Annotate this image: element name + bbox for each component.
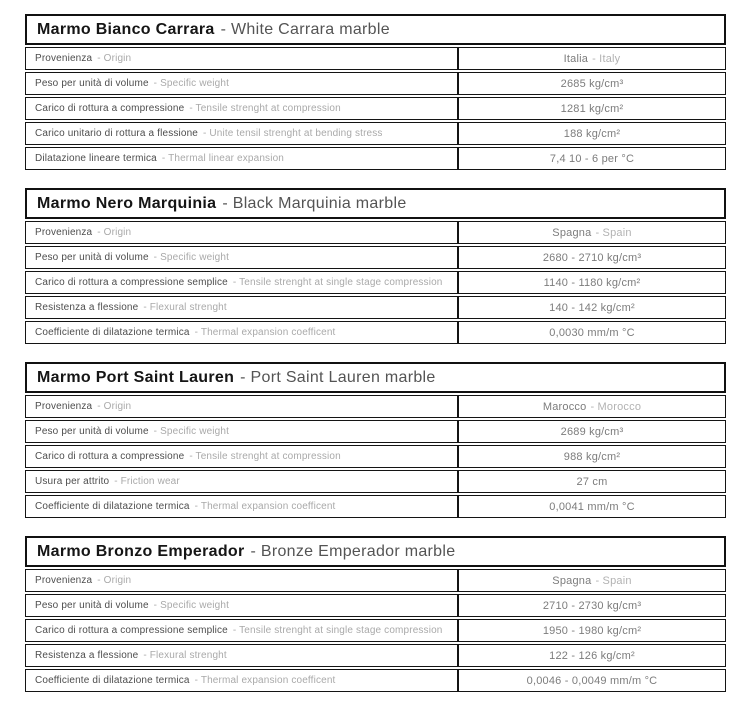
row-value-cell	[457, 297, 725, 318]
table-title-italian: Marmo Bianco Carrara	[37, 20, 215, 38]
row-value-secondary: - Spain	[595, 226, 632, 239]
row-label-english: - Origin	[97, 227, 132, 238]
row-value-cell	[457, 148, 725, 169]
row-label-italian: Peso per unità di volume	[35, 600, 149, 611]
row-label-cell	[26, 496, 457, 517]
row-value-cell	[457, 73, 725, 94]
spec-table	[25, 14, 726, 170]
row-label-cell	[26, 595, 457, 616]
row-label-italian: Carico di rottura a compressione semplice	[35, 277, 228, 288]
row-value-cell	[457, 471, 725, 492]
table-row	[25, 122, 726, 145]
row-value: 2689 kg/cm³	[560, 425, 624, 438]
row-value-secondary: - Italy	[592, 52, 621, 65]
row-label-english: - Thermal expansion coefficent	[194, 327, 336, 338]
row-label-english: - Friction wear	[114, 476, 180, 487]
table-row	[25, 296, 726, 319]
row-label-english: - Thermal expansion coefficent	[194, 501, 336, 512]
row-label-english: - Origin	[97, 401, 132, 412]
row-value: 188 kg/cm²	[563, 127, 621, 140]
row-label-english: - Tensile strenght at compression	[189, 451, 341, 462]
table-row	[25, 445, 726, 468]
table-title-italian: Marmo Bronzo Emperador	[37, 542, 245, 560]
row-label-english: - Unite tensil strenght at bending stress	[203, 128, 383, 139]
row-value: Italia	[563, 52, 589, 65]
row-label-cell	[26, 620, 457, 641]
row-value-secondary: - Spain	[595, 574, 632, 587]
table-row	[25, 221, 726, 244]
row-label-english: - Specific weight	[153, 78, 230, 89]
row-label-english: - Thermal linear expansion	[161, 153, 284, 164]
row-label-italian: Carico unitario di rottura a flessione	[35, 128, 198, 139]
row-label-italian: Coefficiente di dilatazione termica	[35, 675, 190, 686]
row-label-italian: Carico di rottura a compressione	[35, 103, 185, 114]
row-label-cell	[26, 98, 457, 119]
marble-spec-sheet	[25, 14, 726, 692]
row-label-cell	[26, 471, 457, 492]
row-value: 27 cm	[576, 475, 608, 488]
row-value: 2680 - 2710 kg/cm³	[542, 251, 642, 264]
table-row	[25, 420, 726, 443]
row-label-italian: Dilatazione lineare termica	[35, 153, 157, 164]
row-value-secondary: - Morocco	[590, 400, 642, 413]
table-row	[25, 569, 726, 592]
row-label-cell	[26, 322, 457, 343]
row-label-italian: Carico di rottura a compressione semplice	[35, 625, 228, 636]
row-label-italian: Resistenza a flessione	[35, 650, 139, 661]
row-value: 0,0046 - 0,0049 mm/m °C	[526, 674, 658, 687]
table-row	[25, 495, 726, 518]
row-value-cell	[457, 421, 725, 442]
row-value: Marocco	[542, 400, 587, 413]
row-label-italian: Peso per unità di volume	[35, 252, 149, 263]
row-label-cell	[26, 73, 457, 94]
spec-table	[25, 536, 726, 692]
row-label-cell	[26, 148, 457, 169]
table-title-english: - White Carrara marble	[220, 20, 390, 38]
row-value-cell	[457, 247, 725, 268]
table-title-italian: Marmo Port Saint Lauren	[37, 368, 235, 386]
row-label-english: - Specific weight	[153, 252, 230, 263]
row-label-english: - Tensile strenght at compression	[189, 103, 341, 114]
row-value-cell	[457, 48, 725, 69]
table-row	[25, 321, 726, 344]
table-row	[25, 147, 726, 170]
row-value-cell	[457, 98, 725, 119]
table-row	[25, 619, 726, 642]
row-label-english: - Flexural strenght	[143, 302, 227, 313]
row-label-cell	[26, 570, 457, 591]
row-label-english: - Origin	[97, 575, 132, 586]
table-row	[25, 470, 726, 493]
row-label-italian: Usura per attrito	[35, 476, 110, 487]
row-label-italian: Peso per unità di volume	[35, 426, 149, 437]
row-label-italian: Provenienza	[35, 401, 93, 412]
row-label-cell	[26, 48, 457, 69]
row-value-cell	[457, 595, 725, 616]
row-value: 0,0030 mm/m °C	[549, 326, 635, 339]
table-row	[25, 246, 726, 269]
row-label-italian: Provenienza	[35, 227, 93, 238]
row-value-cell	[457, 322, 725, 343]
row-label-italian: Provenienza	[35, 575, 93, 586]
row-value: 988 kg/cm²	[563, 450, 621, 463]
row-label-english: - Flexural strenght	[143, 650, 227, 661]
row-value-cell	[457, 670, 725, 691]
row-value-cell	[457, 396, 725, 417]
row-value: 7,4 10 - 6 per °C	[549, 152, 635, 165]
table-row	[25, 594, 726, 617]
row-label-cell	[26, 645, 457, 666]
table-title-bar	[25, 14, 726, 45]
row-value: 122 - 126 kg/cm²	[549, 649, 635, 662]
row-value: 0,0041 mm/m °C	[549, 500, 635, 513]
row-label-cell	[26, 297, 457, 318]
row-value-cell	[457, 496, 725, 517]
row-label-english: - Tensile strenght at single stage compression	[232, 277, 443, 288]
row-value: 140 - 142 kg/cm²	[549, 301, 635, 314]
table-title-bar	[25, 362, 726, 393]
table-row	[25, 644, 726, 667]
row-value-cell	[457, 570, 725, 591]
row-value-cell	[457, 620, 725, 641]
row-label-italian: Provenienza	[35, 53, 93, 64]
table-row	[25, 72, 726, 95]
table-row	[25, 97, 726, 120]
table-row	[25, 395, 726, 418]
row-label-italian: Peso per unità di volume	[35, 78, 149, 89]
row-label-english: - Tensile strenght at single stage compression	[232, 625, 443, 636]
row-value-cell	[457, 446, 725, 467]
row-value: 2710 - 2730 kg/cm³	[542, 599, 642, 612]
table-row	[25, 47, 726, 70]
row-value-cell	[457, 123, 725, 144]
row-value: 1281 kg/cm²	[560, 102, 624, 115]
spec-table	[25, 188, 726, 344]
table-title-english: - Black Marquinia marble	[222, 194, 407, 212]
row-label-italian: Carico di rottura a compressione	[35, 451, 185, 462]
row-label-english: - Specific weight	[153, 426, 230, 437]
row-label-cell	[26, 272, 457, 293]
row-label-italian: Coefficiente di dilatazione termica	[35, 327, 190, 338]
row-label-english: - Specific weight	[153, 600, 230, 611]
row-value-cell	[457, 272, 725, 293]
table-title-italian: Marmo Nero Marquinia	[37, 194, 217, 212]
table-title-english: - Bronze Emperador marble	[250, 542, 456, 560]
row-value-cell	[457, 222, 725, 243]
row-value: 1950 - 1980 kg/cm²	[542, 624, 642, 637]
row-label-cell	[26, 123, 457, 144]
row-value: Spagna	[552, 574, 592, 587]
row-label-italian: Coefficiente di dilatazione termica	[35, 501, 190, 512]
row-value: 1140 - 1180 kg/cm²	[543, 276, 641, 289]
row-value: Spagna	[552, 226, 592, 239]
row-label-english: - Origin	[97, 53, 132, 64]
row-label-cell	[26, 446, 457, 467]
row-label-italian: Resistenza a flessione	[35, 302, 139, 313]
row-label-cell	[26, 421, 457, 442]
row-label-cell	[26, 247, 457, 268]
table-row	[25, 271, 726, 294]
row-value: 2685 kg/cm³	[560, 77, 624, 90]
spec-table	[25, 362, 726, 518]
row-label-cell	[26, 396, 457, 417]
table-row	[25, 669, 726, 692]
row-label-cell	[26, 222, 457, 243]
row-label-cell	[26, 670, 457, 691]
table-title-bar	[25, 536, 726, 567]
table-title-bar	[25, 188, 726, 219]
row-value-cell	[457, 645, 725, 666]
row-label-english: - Thermal expansion coefficent	[194, 675, 336, 686]
table-title-english: - Port Saint Lauren marble	[240, 368, 436, 386]
